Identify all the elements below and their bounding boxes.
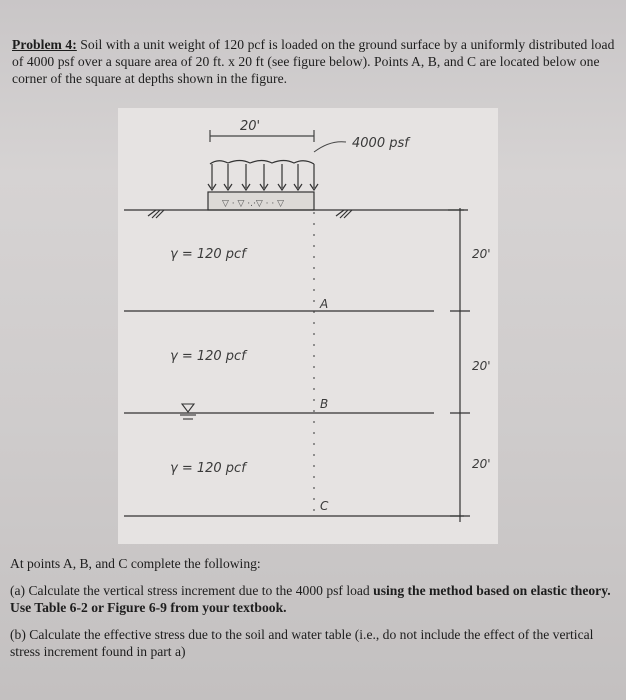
soil-profile-figure [118,108,498,544]
question-a [10,582,616,616]
question-a-prefix: (a) Calculate the vertical stress increment due to the 4000 psf load [10,583,374,598]
water-table-symbol [180,404,196,419]
layer-3-depth-label: 20' [472,457,491,471]
problem-label: Problem 4: [12,37,77,52]
load-leader [314,142,346,152]
layer-2-depth-label: 20' [472,359,491,373]
svg-text:▽ · ▽ ·.·▽ · · ▽: ▽ · ▽ ·.·▽ · · ▽ [222,199,285,209]
layer-3-unit-weight: γ = 120 pcf [170,461,246,476]
width-dimension [210,130,314,142]
questions-section [10,555,616,670]
footing-slab [208,192,314,210]
problem-body: Soil with a unit weight of 120 pcf is loaded on the ground surface by a uniformly distributed load of 4000 psf over a square area of 20 ft. x 20 ft (see figure below). Points A, B, and C are located below one corner of the square at depths shown in the figure. [12,37,615,86]
questions-intro: At points A, B, and C complete the following: [10,556,261,571]
load-arrows [208,161,318,191]
question-b: (b) Calculate the effective stress due to the soil and water table (i.e., do not include the effect of the vertical stress increment found in part a) [10,627,594,659]
point-b-label: B [320,397,329,411]
soil-profile-drawing [118,108,498,544]
problem-statement [12,36,616,87]
question-a-bold: using the method based on elastic theory. Use Table 6-2 or Figure 6-9 from your textbook. [10,583,611,615]
depth-dimension [448,208,470,522]
layer-boundaries [124,311,464,516]
load-label: 4000 psf [352,136,409,151]
width-label: 20' [240,119,261,134]
layer-1-unit-weight: γ = 120 pcf [170,247,246,262]
ground-surface [124,210,464,218]
layer-1-depth-label: 20' [472,247,491,261]
layer-2-unit-weight: γ = 120 pcf [170,349,246,364]
point-c-label: C [320,499,329,513]
point-a-label: A [320,297,329,311]
